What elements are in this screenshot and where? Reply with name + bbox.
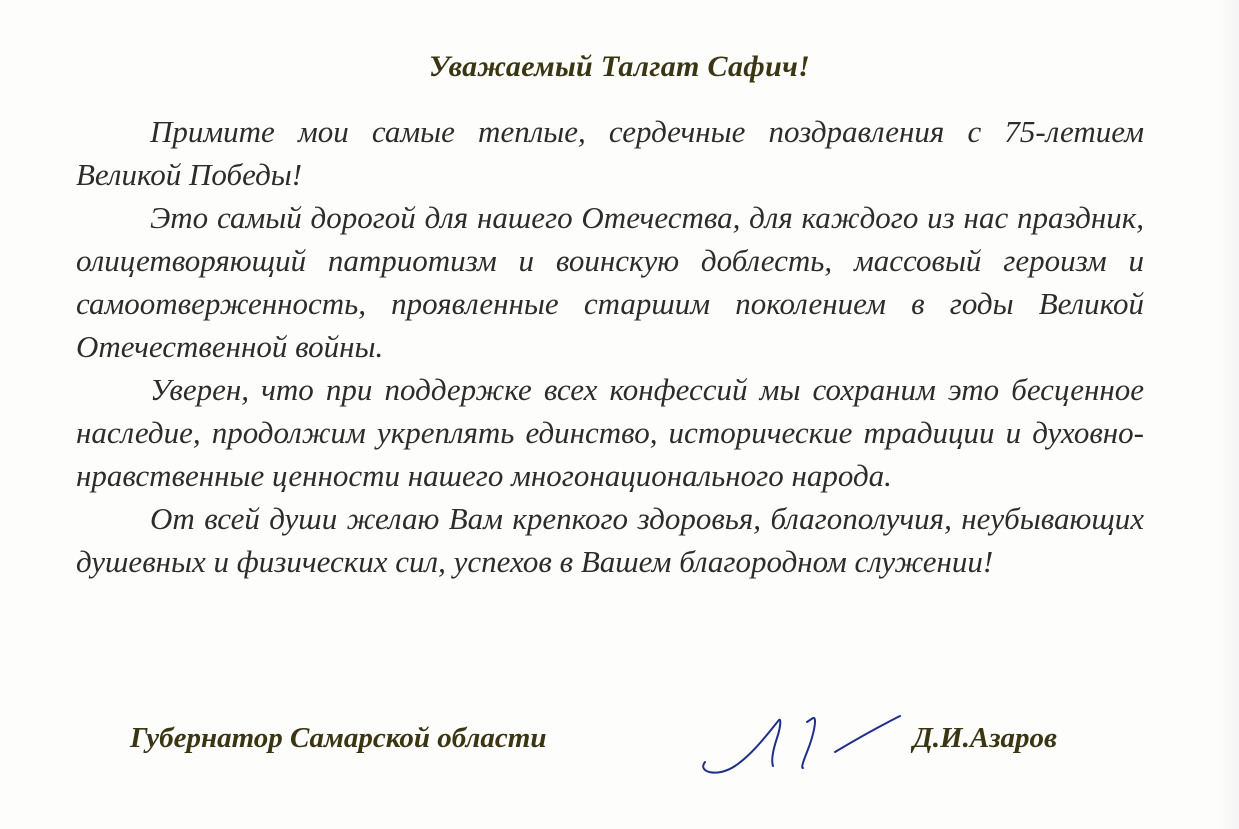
paragraph-congratulations: Примите мои самые теплые, сердечные поздравления с 75-летием Великой Победы! [76,114,1144,192]
paragraph-holiday: Это самый дорогой для нашего Отечества, для каждого из нас праздник, олицетворяющий патриотизм и воинскую доблесть, массовый героизм и самоотверженность, проявленные старшим поколением в годы Великой Отечественной войны. [76,200,1144,364]
salutation-heading: Уважаемый Талгат Сафич! [428,50,811,83]
letter-body [76,110,1144,583]
signatory-title: Губернатор Самарской области [130,722,547,754]
paragraph-wishes: От всей души желаю Вам крепкого здоровья, благополучия, неубывающих душевных и физических сил, успехов в Вашем благородном служении! [76,501,1144,579]
signatory-name: Д.И.Азаров [913,722,1057,754]
handwritten-signature-icon [695,692,910,792]
scan-edge-shadow [1219,0,1239,829]
paragraph-heritage: Уверен, что при поддержке всех конфессий мы сохраним это бесценное наследие, продолжим укреплять единство, исторические традиции и духовно-нравственные ценности нашего многонационального народа. [76,372,1144,493]
signature-block [0,714,1239,794]
